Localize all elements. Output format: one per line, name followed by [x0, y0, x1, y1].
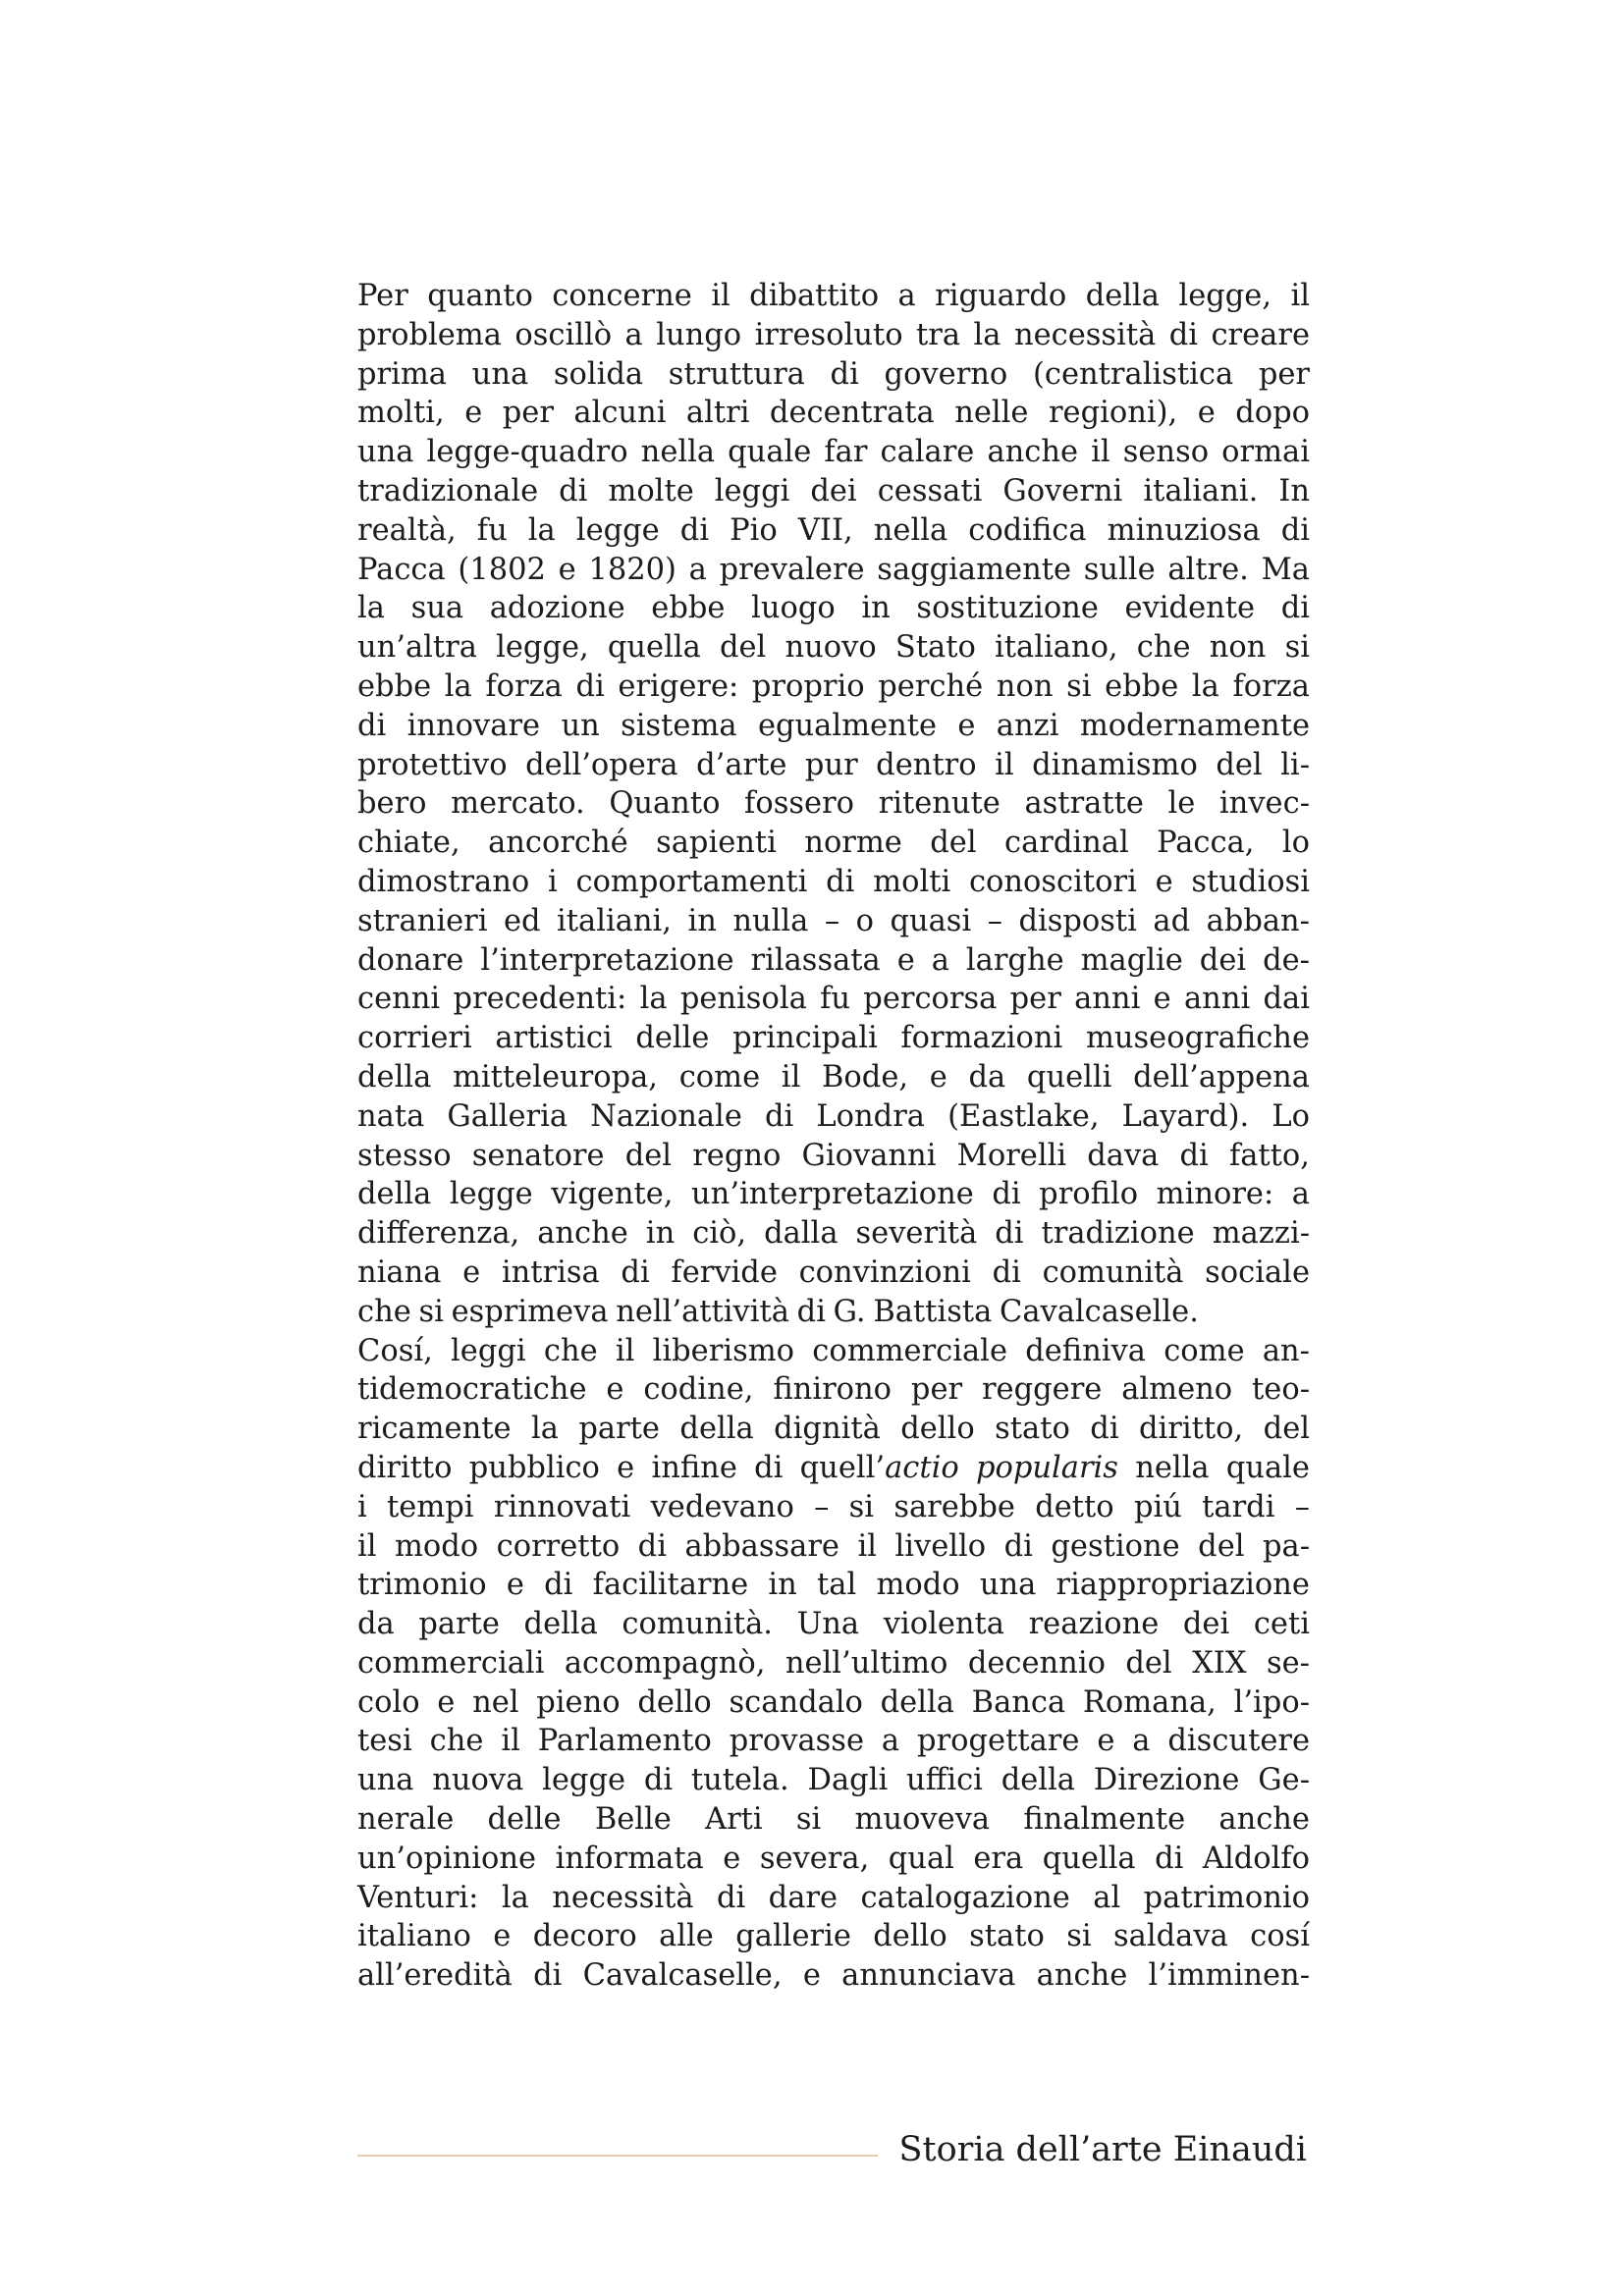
text-line: commerciali accompagnò, nell’ultimo decennio del XIX se- — [357, 1645, 1310, 1681]
text-line: Venturi: la necessità di dare catalogazione al patrimonio — [357, 1880, 1310, 1915]
text-line: una legge-quadro nella quale far calare anche il senso ormai — [357, 435, 1310, 470]
text-line: cenni precedenti: la penisola fu percorsa per anni e anni dai — [357, 982, 1310, 1017]
footer-title: Storia dell’arte Einaudi — [898, 2130, 1307, 2169]
text-line: Pacca (1802 e 1820) a prevalere saggiamente sulle altre. Ma — [357, 552, 1310, 587]
text-line: che si esprimeva nell’attività di G. Battista Cavalcaselle. — [357, 1294, 1199, 1329]
text-line: di innovare un sistema egualmente e anzi modernamente — [357, 708, 1310, 743]
text-line: tradizionale di molte leggi dei cessati Governi italiani. In — [357, 473, 1310, 508]
text-line: colo e nel pieno dello scandalo della Banca Romana, l’ipo- — [357, 1684, 1310, 1720]
text-line: dimostrano i comportamenti di molti conoscitori e studiosi — [357, 864, 1310, 899]
text-line: ebbe la forza di erigere: proprio perché non si ebbe la forza — [357, 668, 1310, 704]
text-line: tesi che il Parlamento provasse a progettare e a discutere — [357, 1724, 1310, 1759]
text-line: ricamente la parte della dignità dello stato di diritto, del — [357, 1412, 1310, 1447]
text-line: nerale delle Belle Arti si muoveva finalmente anche — [357, 1802, 1310, 1838]
italic-line-suffix: nella quale — [1117, 1450, 1310, 1485]
text-line: da parte della comunità. Una violenta reazione dei ceti — [357, 1607, 1310, 1642]
text-line: italiano e decoro alle gallerie dello stato si saldava cosí — [357, 1919, 1310, 1954]
text-line: un’altra legge, quella del nuovo Stato italiano, che non si — [357, 630, 1310, 666]
text-line: realtà, fu la legge di Pio VII, nella codifica minuziosa di — [357, 512, 1310, 548]
text-line: Cosí, leggi che il liberismo commerciale definiva come an- — [357, 1333, 1310, 1368]
text-line: la sua adozione ebbe luogo in sostituzione evidente di — [357, 591, 1310, 626]
text-line: Per quanto concerne il dibattito a riguardo della legge, il — [357, 279, 1310, 313]
text-line: differenza, anche in ciò, dalla severità di tradizione mazzi- — [357, 1216, 1310, 1252]
text-line: un’opinione informata e severa, qual era quella di Aldolfo — [357, 1841, 1310, 1876]
text-line: molti, e per alcuni altri decentrata nelle regioni), e dopo — [357, 396, 1310, 431]
text-line: donare l’interpretazione rilassata e a larghe maglie dei de- — [357, 942, 1310, 978]
text-line: della mitteleuropa, come il Bode, e da quelli dell’appena — [357, 1059, 1310, 1095]
text-line: protettivo dell’opera d’arte pur dentro il dinamismo del li- — [357, 747, 1310, 782]
body-text — [357, 277, 1310, 1996]
text-line: tidemocratiche e codine, finirono per reggere almeno teo- — [357, 1372, 1310, 1408]
text-line: della legge vigente, un’interpretazione di profilo minore: a — [357, 1177, 1310, 1212]
text-line: problema oscillò a lungo irresoluto tra la necessità di creare — [357, 317, 1310, 352]
italic-line-prefix: diritto pubblico e infine di quell’ — [357, 1450, 886, 1485]
text-line: stranieri ed italiani, in nulla – o quasi – disposti ad abban- — [357, 903, 1310, 938]
text-line: chiate, ancorché sapienti norme del cardinal Pacca, lo — [357, 826, 1310, 861]
text-line: prima una solida struttura di governo (centralistica per — [357, 356, 1310, 392]
text-line: i tempi rinnovati vedevano – si sarebbe detto piú tardi – — [357, 1489, 1310, 1524]
text-line: niana e intrisa di fervide convinzioni di comunità sociale — [357, 1255, 1310, 1290]
footer-divider — [357, 2155, 878, 2157]
text-line: trimonio e di facilitarne in tal modo una riappropriazione — [357, 1568, 1310, 1603]
italic-phrase: actio popularis — [885, 1450, 1118, 1485]
text-line: una nuova legge di tutela. Dagli uffici della Direzione Ge- — [357, 1763, 1310, 1798]
text-line: il modo corretto di abbassare il livello di gestione del pa- — [357, 1528, 1310, 1564]
text-line: nata Galleria Nazionale di Londra (Eastlake, Layard). Lo — [357, 1098, 1310, 1134]
text-line-with-italic — [357, 1449, 1310, 1488]
text-line: all’eredità di Cavalcaselle, e annunciava anche l’imminen- — [357, 1958, 1310, 1994]
text-line: corrieri artistici delle principali formazioni museografiche — [357, 1021, 1310, 1056]
text-line: stesso senatore del regno Giovanni Morelli dava di fatto, — [357, 1138, 1310, 1173]
text-line: bero mercato. Quanto fossero ritenute astratte le invec- — [357, 786, 1310, 822]
